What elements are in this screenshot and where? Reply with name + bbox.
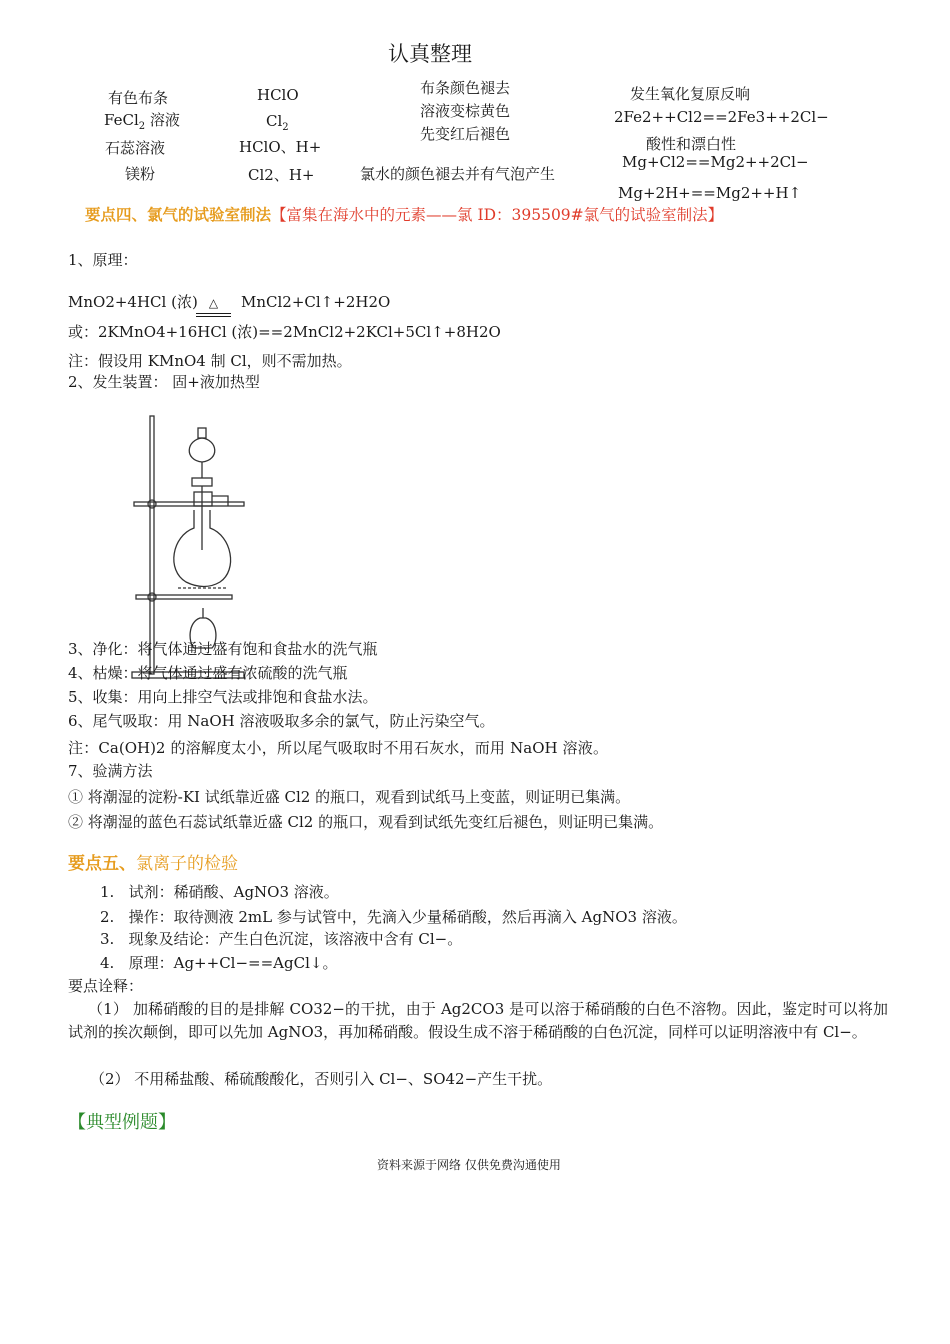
equation-arrow	[196, 313, 231, 314]
section4-link[interactable]: 【富集在海水中的元素——氯 ID：395509#氯气的试验室制法】	[271, 206, 724, 224]
collect-step: 5、收集：用向上排空气法或排饱和食盐水法。	[68, 688, 378, 706]
particle-cl2: $Cl_2$	[266, 112, 289, 133]
gas-outlet	[212, 496, 228, 506]
phenomenon-litmus: 先变红后褪色	[420, 125, 511, 143]
reagent-mg: 镁粉	[125, 165, 156, 183]
stand-rod	[150, 416, 154, 674]
equation-1-left: MnO2+4HCl (浓)	[68, 293, 198, 311]
check-step-2: ② 将潮湿的蓝色石蕊试纸靠近盛 Cl2 的瓶口，观看到试纸先变红后褪色，则证明已集满。	[68, 813, 664, 831]
explanation-redox: 发生氧化复原反响	[630, 85, 751, 103]
section4-heading: 要点四、氯气的试验室制法【富集在海水中的元素——氯 ID：395509#氯气的试验室制法】	[85, 206, 724, 224]
examples-heading: 【典型例题】	[68, 1112, 176, 1133]
funnel-bulb	[189, 438, 215, 462]
purify-step: 3、净化：将气体通过盛有饱和食盐水的洗气瓶	[68, 640, 378, 658]
note-paragraph-2: （2） 不用稀盐酸、稀硫酸酸化，否则引入 Cl−、SO42−产生干扰。	[90, 1070, 553, 1088]
page-title: 认真整理	[388, 42, 472, 66]
note-caoh2: 注：Ca(OH)2 的溶解度太小，所以尾气吸取时不用石灰水，而用 NaOH 溶液。7、验满方法	[68, 739, 608, 780]
note-kmno4: 注：假设用 KMnO4 制 Cl，则不需加热。	[68, 352, 352, 370]
equation-1-right: MnCl2+Cl↑+2H2O	[241, 293, 391, 311]
flask-stopper	[194, 492, 212, 506]
list-item: 2. 操作：取待测液 2mL 参与试管中，先滴入少量稀硝酸，然后再滴入 AgNO3 溶液。	[100, 908, 687, 926]
list-item: 3. 现象及结论：产生白色沉淀，该溶液中含有 Cl−。	[100, 930, 463, 948]
phenomenon-cloth: 布条颜色褪去	[420, 79, 511, 97]
notes-label: 要点诠释：	[68, 977, 144, 995]
phenomenon-mg: 氯水的颜色褪去并有气泡产生	[360, 165, 556, 183]
list-item: 4. 原理：Ag++Cl−==AgCl↓。	[100, 954, 338, 972]
equation-arrow-2	[196, 316, 231, 317]
particle-hclo: HClO	[257, 86, 299, 104]
reagent-cloth: 有色布条	[108, 89, 169, 107]
funnel-stopcock	[192, 478, 212, 486]
explanation-fe-eq: 2Fe2++Cl2==2Fe3++2Cl−	[614, 108, 829, 126]
explanation-mg-h: Mg+2H+==Mg2++H↑	[618, 184, 802, 202]
ring-knob	[148, 593, 156, 601]
note-paragraph-1: （1） 加稀硝酸的目的是排解 CO32−的干扰，由于 Ag2CO3 是可以溶于稀硝酸的白色不溶物。因此，鉴定时可以将加试剂的挨次颠倒，即可以先加 AgNO3，再加稀硝酸。假设生成不溶于稀硝酸的白色沉淀，同样可以证明溶液中有 Cl−。	[68, 1000, 888, 1041]
check-step-1: ① 将潮湿的淀粉-KI 试纸靠近盛 Cl2 的瓶口，观看到试纸马上变蓝，则证明已集满。	[68, 788, 631, 806]
heat-mark: △	[208, 296, 219, 310]
reagent-litmus: 石蕊溶液	[105, 139, 166, 157]
reagent-fecl2: FeCl$_2$ 溶液	[104, 111, 180, 132]
explanation-mg-cl2: Mg+Cl2==Mg2++2Cl−	[622, 153, 809, 171]
device-label: 2、发生装置： 固+液加热型	[68, 373, 260, 391]
clamp-knob	[148, 500, 156, 508]
list-item: 1. 试剂：稀硝酸、AgNO3 溶液。	[100, 883, 339, 901]
explanation-acid-bleach: 酸性和漂白性	[646, 135, 737, 153]
dry-step: 4、枯燥：将气体通过盛有浓硫酸的洗气瓶	[68, 664, 348, 682]
tail-gas-step: 6、尾气吸取：用 NaOH 溶液吸取多余的氯气，防止污染空气。	[68, 712, 495, 730]
page-footer: 资料来源于网络 仅供免费沟通使用	[377, 1158, 561, 1172]
particle-hclo-h: HClO、H+	[239, 138, 322, 156]
funnel-stopper	[198, 428, 206, 438]
section5-heading: 要点五、氯离子的检验	[68, 854, 238, 874]
particle-cl2-h: Cl2、H+	[248, 166, 315, 184]
principle-label: 1、原理：	[68, 251, 138, 269]
phenomenon-fecl2: 溶液变棕黄色	[420, 102, 511, 120]
equation-2: 或：2KMnO4+16HCl (浓)==2MnCl2+2KCl+5Cl↑+8H2O	[68, 323, 501, 341]
